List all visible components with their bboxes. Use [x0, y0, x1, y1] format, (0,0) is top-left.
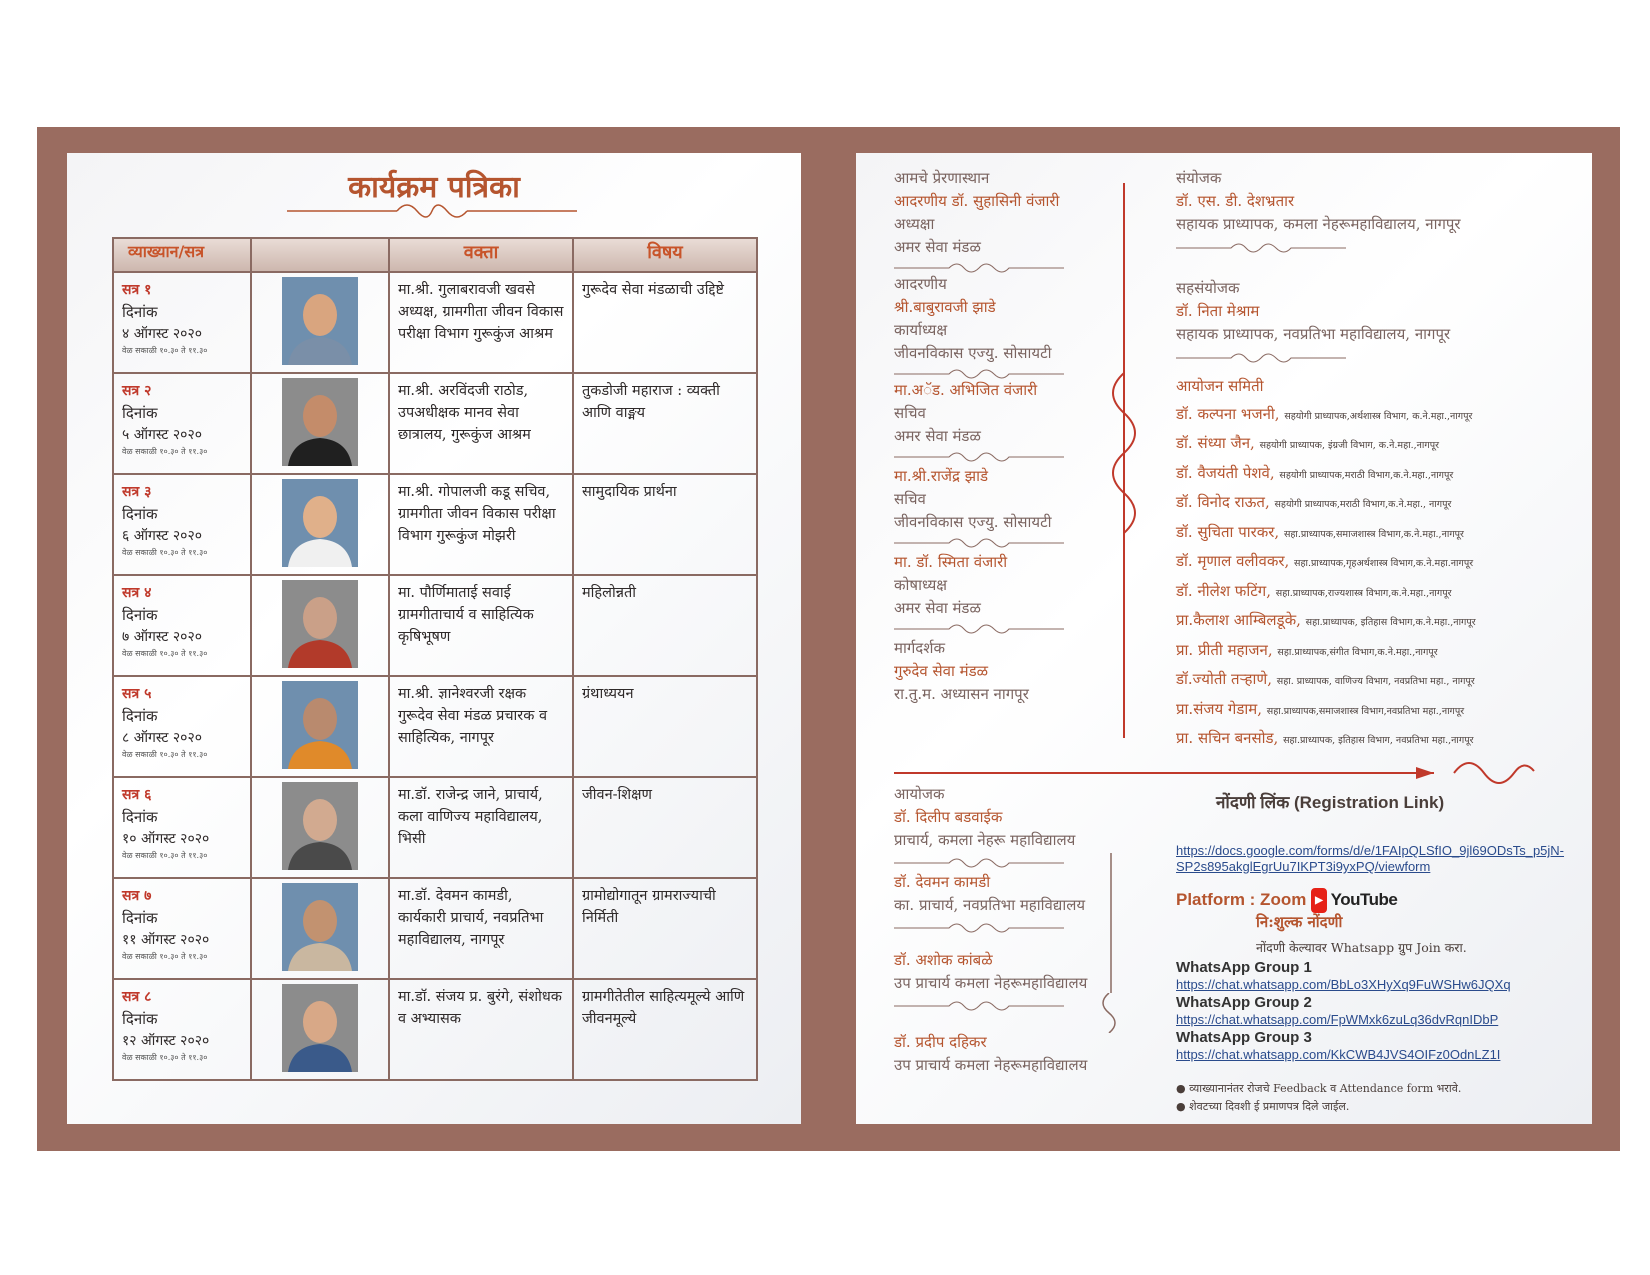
session-cell: [113, 676, 251, 777]
date-label: दिनांक: [122, 1010, 158, 1028]
whatsapp-group-link[interactable]: https://chat.whatsapp.com/FpWMxk6zuLq36dvRqnIDbP: [1176, 1012, 1499, 1027]
organiser-line: डॉ. दिलीप बडवाईक: [894, 808, 1003, 826]
inspiration-line: आमचे प्रेरणास्थान: [894, 169, 990, 187]
organiser-line: का. प्राचार्य, नवप्रतिभा महाविद्यालय: [894, 896, 1086, 914]
photo-cell: [251, 373, 389, 474]
session-time: वेळ सकाळी १०.३० ते ११.३०: [122, 649, 208, 658]
convener-name: डॉ. एस. डी. देशभ्रतार: [1176, 192, 1295, 210]
session-time: वेळ सकाळी १०.३० ते ११.३०: [122, 346, 208, 355]
inspiration-block: [894, 637, 1029, 706]
speaker-cell: मा.श्री. गोपालजी कडू सचिव, ग्रामगीता जीवन विकास परीक्षा विभाग गुरूकुंज मोझरी: [389, 474, 573, 575]
whatsapp-group: [1176, 959, 1511, 993]
speaker-cell: मा.श्री. गुलाबरावजी खवसे अध्यक्ष, ग्रामगीता जीवन विकास परीक्षा विभाग गुरूकुंज आश्रम: [389, 272, 573, 373]
platform-label: Platform : Zoom: [1176, 890, 1312, 909]
topic-cell: ग्रंथाध्ययन: [573, 676, 757, 777]
session-date: ४ ऑगस्ट २०२०: [122, 326, 203, 342]
inspiration-block: [894, 465, 1052, 534]
registration-link-line[interactable]: https://docs.google.com/forms/d/e/1FAIpQLSfIO_9jl69ODsTs_p5jN-: [1176, 843, 1565, 858]
session-date: ८ ऑगस्ट २०२०: [122, 730, 203, 746]
inspiration-line: मा. डॉ. स्मिता वंजारी: [894, 553, 1008, 571]
registration-link[interactable]: [1176, 843, 1564, 875]
photo-cell: [251, 272, 389, 373]
session-date: ११ ऑगस्ट २०२०: [122, 932, 210, 948]
coconvener-label: सहसंयोजक: [1176, 279, 1240, 297]
committee-member: [1176, 725, 1476, 755]
date-label: दिनांक: [122, 707, 158, 725]
table-row: [113, 272, 757, 373]
committee-member: [1176, 607, 1476, 637]
youtube-label: YouTube: [1326, 890, 1398, 909]
member-role: सहा.प्राध्यापक,गृहअर्थशास्त्र विभाग,क.ने.महा.नागपूर: [1294, 558, 1474, 569]
bullet-icon: ●: [1176, 1100, 1190, 1113]
speaker-photo: [282, 681, 358, 769]
section-divider-icon: [894, 921, 1064, 935]
whatsapp-note: नोंदणी केल्यावर Whatsapp ग्रुप Join करा.: [1256, 940, 1467, 955]
speaker-photo: [282, 479, 358, 567]
inspiration-line: अमर सेवा मंडळ: [894, 427, 981, 445]
whatsapp-group-label: WhatsApp Group 2: [1176, 994, 1312, 1011]
committee-label: आयोजन समिती: [1176, 377, 1264, 395]
speaker-cell: मा.डॉ. राजेन्द्र जाने, प्राचार्य, कला वाणिज्य महाविद्यालय, भिसी: [389, 777, 573, 878]
organiser-block: [894, 871, 1085, 917]
session-label: सत्र ६: [122, 787, 152, 803]
section-divider-icon: [894, 367, 1064, 381]
whatsapp-group: [1176, 1029, 1500, 1063]
session-date: ६ ऑगस्ट २०२०: [122, 528, 203, 544]
inspiration-line: कोषाध्यक्ष: [894, 576, 948, 594]
convener-role: सहायक प्राध्यापक, कमला नेहरूमहाविद्यालय, नागपूर: [1176, 215, 1461, 233]
committee-member: [1176, 489, 1476, 519]
photo-cell: [251, 777, 389, 878]
program-panel: [67, 153, 801, 1124]
session-label: सत्र ७: [122, 888, 152, 904]
section-divider-icon: [894, 261, 1064, 275]
inspiration-line: सचिव: [894, 404, 926, 422]
date-label: दिनांक: [122, 808, 158, 826]
date-label: दिनांक: [122, 303, 158, 321]
info-panel: [856, 153, 1592, 1124]
session-time: वेळ सकाळी १०.३० ते ११.३०: [122, 750, 208, 759]
inspiration-block: [894, 551, 1007, 620]
inspiration-line: गुरुदेव सेवा मंडळ: [894, 662, 989, 680]
inspiration-line: रा.तु.म. अध्यासन नागपूर: [894, 685, 1029, 703]
session-label: सत्र १: [122, 282, 152, 298]
registration-heading: नोंदणी लिंक (Registration Link): [1216, 793, 1445, 812]
session-time: वेळ सकाळी १०.३० ते ११.३०: [122, 447, 208, 456]
organiser-block: [894, 1031, 1087, 1077]
speaker-photo: [282, 580, 358, 668]
member-name: प्रा. सचिन बनसोड,: [1176, 729, 1284, 747]
speaker-cell: मा.श्री. ज्ञानेश्वरजी रक्षक गुरूदेव सेवा मंडळ प्रचारक व साहित्यिक, नागपूर: [389, 676, 573, 777]
inspiration-block: [894, 379, 1037, 448]
title-flourish-icon: [287, 199, 577, 223]
session-time: वेळ सकाळी १०.३० ते ११.३०: [122, 851, 208, 860]
topic-cell: ग्रामगीतेतील साहित्यमूल्ये आणि जीवनमूल्ये: [573, 979, 757, 1080]
member-role: सहयोगी प्राध्यापक,मराठी विभाग,क.ने.महा., नागपूर: [1274, 499, 1452, 510]
date-label: दिनांक: [122, 909, 158, 927]
inspiration-line: अमर सेवा मंडळ: [894, 599, 981, 617]
speaker-cell: मा. पौर्णिमाताई सवाई ग्रामगीताचार्य व साहित्यिक कृषिभूषण: [389, 575, 573, 676]
header-photo: [251, 238, 389, 272]
speaker-photo: [282, 277, 358, 365]
organiser-line: डॉ. देवमन कामडी: [894, 873, 991, 891]
speaker-cell: मा.श्री. अरविंदजी राठोड, उपअधीक्षक मानव सेवा छात्रालय, गुरूकुंज आश्रम: [389, 373, 573, 474]
whatsapp-group-label: WhatsApp Group 1: [1176, 959, 1312, 976]
organiser-divider-icon: [1096, 853, 1126, 993]
committee-member: [1176, 578, 1476, 608]
header-speaker: वक्ता: [389, 238, 573, 272]
speaker-cell: मा.डॉ. संजय प्र. बुरंगे, संशोधक व अभ्यासक: [389, 979, 573, 1080]
session-time: वेळ सकाळी १०.३० ते ११.३०: [122, 952, 208, 961]
session-cell: [113, 373, 251, 474]
member-name: डॉ. नीलेश फटिंग,: [1176, 581, 1276, 600]
member-name: डॉ. कल्पना भजनी,: [1176, 404, 1285, 423]
organiser-line: आयोजक: [894, 785, 945, 803]
note-item: [1176, 1099, 1349, 1115]
inspiration-line: अध्यक्षा: [894, 215, 935, 233]
bullet-icon: ●: [1176, 1082, 1190, 1095]
inspiration-line: जीवनविकास एज्यु. सोसायटी: [894, 513, 1052, 531]
session-date: १० ऑगस्ट २०२०: [122, 831, 210, 847]
member-role: सहयोगी प्राध्यापक,मराठी विभाग,क.ने.महा.,नागपूर: [1279, 469, 1454, 481]
session-label: सत्र २: [122, 383, 152, 399]
speaker-cell: मा.डॉ. देवमन कामडी, कार्यकारी प्राचार्य, नवप्रतिभा महाविद्यालय, नागपूर: [389, 878, 573, 979]
inspiration-line: मा.अॅड. अभिजित वंजारी: [894, 381, 1038, 399]
member-name: डॉ. सुचिता पारकर,: [1176, 522, 1284, 541]
section-divider-icon: [894, 856, 1064, 870]
member-role: सहा.प्राध्यापक,समाजशास्त्र विभाग,क.ने.महा.,नागपूर: [1283, 528, 1464, 540]
member-name: प्रा.कैलाश आम्बिलडूके,: [1176, 611, 1306, 629]
photo-cell: [251, 979, 389, 1080]
photo-cell: [251, 474, 389, 575]
organiser-line: प्राचार्य, कमला नेहरू महाविद्यालय: [894, 831, 1076, 849]
free-registration: नि:शुल्क नोंदणी: [1256, 913, 1343, 931]
photo-cell: [251, 575, 389, 676]
organiser-line: उप प्राचार्य कमला नेहरूमहाविद्यालय: [894, 974, 1088, 992]
speaker-photo: [282, 782, 358, 870]
organiser-line: डॉ. प्रदीप दहिकर: [894, 1033, 987, 1051]
table-row: [113, 979, 757, 1080]
organiser-divider-swirl-icon: [1094, 993, 1124, 1033]
member-role: सहा.प्राध्यापक,समाजशास्त्र विभाग,नवप्रतिभा महा.,नागपूर: [1266, 705, 1465, 717]
session-time: वेळ सकाळी १०.३० ते ११.३०: [122, 1053, 208, 1062]
inspiration-line: सचिव: [894, 490, 926, 508]
session-label: सत्र ४: [122, 585, 152, 601]
date-label: दिनांक: [122, 505, 158, 523]
header-topic: विषय: [573, 238, 757, 272]
committee-member: [1176, 401, 1476, 431]
section-divider-icon: [894, 536, 1064, 550]
date-label: दिनांक: [122, 404, 158, 422]
photo-cell: [251, 676, 389, 777]
inspiration-block: [894, 167, 1059, 259]
speaker-photo: [282, 984, 358, 1072]
program-title: कार्यक्रम पत्रिका: [348, 170, 520, 205]
session-cell: [113, 979, 251, 1080]
whatsapp-group: [1176, 994, 1498, 1028]
inspiration-line: आदरणीय: [894, 275, 947, 293]
committee-member: [1176, 637, 1476, 667]
session-date: ५ ऑगस्ट २०२०: [122, 427, 203, 443]
member-name: डॉ. विनोद राऊत,: [1176, 493, 1275, 511]
organiser-line: उप प्राचार्य कमला नेहरूमहाविद्यालय: [894, 1056, 1088, 1074]
topic-cell: सामुदायिक प्रार्थना: [573, 474, 757, 575]
member-name: प्रा. प्रीती महाजन,: [1176, 640, 1278, 659]
topic-cell: महिलोन्नती: [573, 575, 757, 676]
committee-member: [1176, 666, 1476, 696]
inspiration-line: श्री.बाबुरावजी झाडे: [894, 298, 996, 316]
topic-cell: ग्रामोद्योगातून ग्रामराज्याची निर्मिती: [573, 878, 757, 979]
note-item: [1176, 1081, 1461, 1097]
session-label: सत्र ५: [122, 686, 152, 702]
table-row: [113, 373, 757, 474]
topic-cell: जीवन-शिक्षण: [573, 777, 757, 878]
coconvener-name: डॉ. निता मेश्राम: [1176, 302, 1260, 320]
member-role: सहा.प्राध्यापक,संगीत विभाग,क.ने.महा.,नागपूर: [1277, 646, 1438, 658]
section-divider-icon: [894, 622, 1064, 636]
committee-member: [1176, 519, 1476, 549]
session-cell: [113, 878, 251, 979]
committee-list: [1176, 373, 1476, 755]
member-role: सहा.प्राध्यापक, इतिहास विभाग,क.ने.महा.,नागपूर: [1305, 617, 1476, 628]
inspiration-line: मा.श्री.राजेंद्र झाडे: [894, 467, 989, 485]
date-label: दिनांक: [122, 606, 158, 624]
session-date: ७ ऑगस्ट २०२०: [122, 629, 203, 645]
member-role: सहा. प्राध्यापक, वाणिज्य विभाग, नवप्रतिभा महा., नागपूर: [1276, 676, 1475, 687]
whatsapp-group-link[interactable]: https://chat.whatsapp.com/KkCWB4JVS4OIFz0OdnLZ1I: [1176, 1047, 1501, 1062]
member-role: सहा.प्राध्यापक,राज्यशास्त्र विभाग,क.ने.महा.,नागपूर: [1275, 587, 1452, 599]
convener-block: [1176, 167, 1461, 236]
member-name: प्रा.संजय गेडाम,: [1176, 699, 1267, 718]
member-name: डॉ. वैजयंती पेशवे,: [1176, 463, 1280, 482]
photo-cell: [251, 878, 389, 979]
inspiration-line: अमर सेवा मंडळ: [894, 238, 981, 256]
committee-member: [1176, 460, 1476, 490]
section-divider-icon: [1176, 241, 1346, 255]
speaker-photo: [282, 883, 358, 971]
session-cell: [113, 272, 251, 373]
committee-member: [1176, 548, 1476, 578]
organiser-line: डॉ. अशोक कांबळे: [894, 951, 993, 969]
member-role: सहा.प्राध्यापक, इतिहास विभाग, नवप्रतिभा महा.,नागपूर: [1283, 735, 1474, 746]
table-row: [113, 878, 757, 979]
header-session: व्याख्यान/सत्र: [113, 238, 251, 272]
whatsapp-group-link[interactable]: https://chat.whatsapp.com/BbLo3XHyXq9FuWSHw6JQXq: [1176, 977, 1511, 992]
convener-label: संयोजक: [1176, 169, 1222, 187]
session-time: वेळ सकाळी १०.३० ते ११.३०: [122, 548, 208, 557]
committee-member: [1176, 696, 1476, 726]
registration-link-line[interactable]: SP2s895akglEgrUu7IKPT3i9yxPQ/viewform: [1176, 859, 1431, 874]
topic-cell: तुकडोजी महाराज : व्यक्ती आणि वाङ्मय: [573, 373, 757, 474]
committee-member: [1176, 430, 1476, 460]
platform-line: [1176, 888, 1397, 913]
table-row: [113, 474, 757, 575]
table-row: [113, 676, 757, 777]
member-name: डॉ. मृणाल वलीवकर,: [1176, 552, 1295, 570]
program-table: [112, 237, 758, 1081]
session-cell: [113, 777, 251, 878]
session-cell: [113, 575, 251, 676]
inspiration-line: कार्याध्यक्ष: [894, 321, 948, 339]
coconvener-role: सहायक प्राध्यापक, नवप्रतिभा महाविद्यालय, नागपूर: [1176, 325, 1451, 343]
session-date: १२ ऑगस्ट २०२०: [122, 1033, 210, 1049]
inspiration-line: मार्गदर्शक: [894, 639, 945, 657]
section-divider-icon: [1176, 351, 1346, 365]
speaker-photo: [282, 378, 358, 466]
youtube-icon: ▶: [1311, 888, 1327, 913]
inspiration-block: [894, 273, 1052, 365]
session-cell: [113, 474, 251, 575]
session-label: सत्र ३: [122, 484, 152, 500]
section-divider-icon: [894, 450, 1064, 464]
inspiration-line: जीवनविकास एज्यु. सोसायटी: [894, 344, 1052, 362]
member-name: डॉ. संध्या जैन,: [1176, 434, 1260, 452]
table-row: [113, 575, 757, 676]
member-role: सहयोगी प्राध्यापक, इंग्रजी विभाग, क.ने.महा.,नागपूर: [1259, 440, 1440, 451]
organiser-block: [894, 949, 1087, 995]
coconvener-block: [1176, 277, 1450, 346]
table-row: [113, 777, 757, 878]
inspiration-line: आदरणीय डॉ. सुहासिनी वंजारी: [894, 192, 1060, 210]
topic-cell: गुरूदेव सेवा मंडळाची उद्दिष्टे: [573, 272, 757, 373]
note-text: शेवटच्या दिवशी ई प्रमाणपत्र दिले जाईल.: [1189, 1100, 1350, 1113]
section-divider-icon: [894, 999, 1064, 1013]
member-role: सहयोगी प्राध्यापक,अर्थशास्त्र विभाग, क.ने.महा.,नागपूर: [1284, 410, 1473, 422]
vertical-scroll-divider-icon: [1094, 183, 1154, 743]
session-label: सत्र ८: [122, 989, 152, 1005]
whatsapp-group-label: WhatsApp Group 3: [1176, 1029, 1312, 1046]
member-name: डॉ.ज्योती तऱ्हाणे,: [1176, 670, 1277, 688]
organiser-block: [894, 783, 1075, 852]
note-text: व्याख्यानानंतर रोजचे Feedback व Attendance form भरावे.: [1189, 1082, 1462, 1095]
